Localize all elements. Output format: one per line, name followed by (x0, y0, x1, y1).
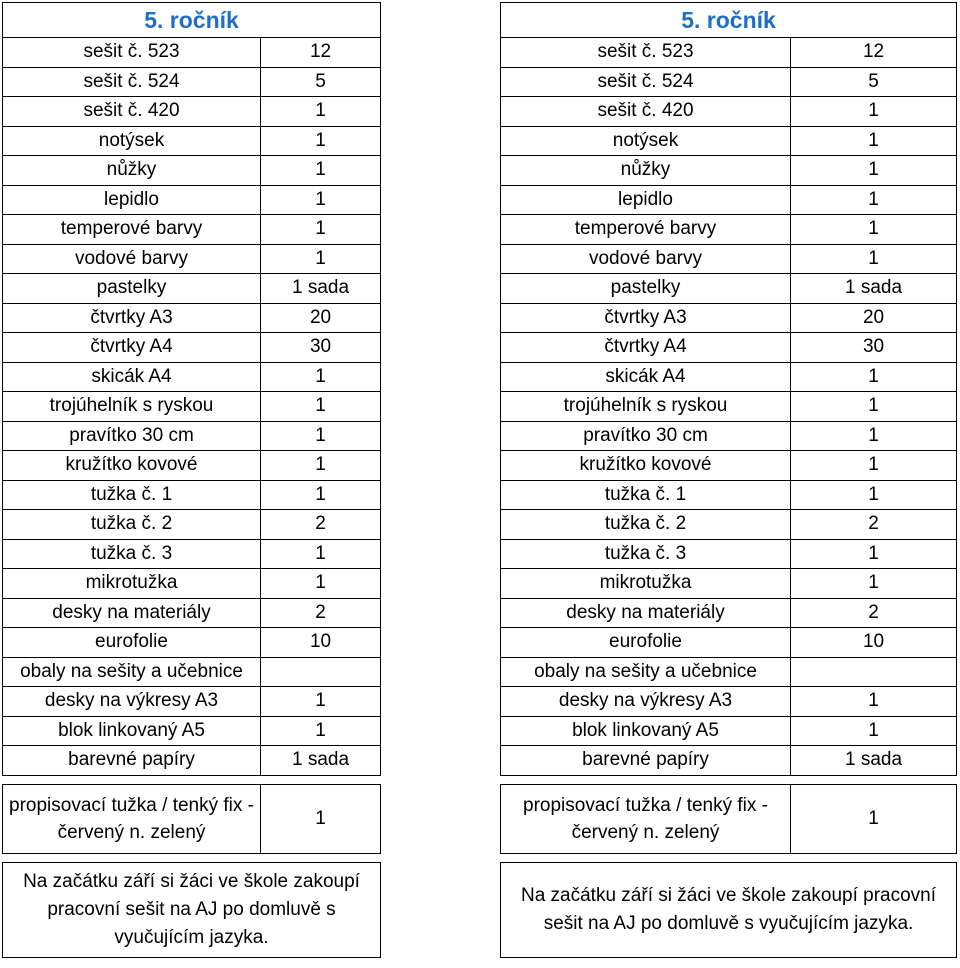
table-row (3, 687, 381, 717)
spacer-cell (3, 775, 381, 784)
item-name: pravítko 30 cm (3, 421, 261, 451)
item-name: desky na výkresy A3 (3, 687, 261, 717)
item-quantity: 1 (261, 97, 381, 127)
item-name: desky na materiály (501, 598, 791, 628)
table-row (501, 362, 957, 392)
item-name: barevné papíry (3, 746, 261, 776)
item-name: tužka č. 3 (3, 539, 261, 569)
item-name: čtvrtky A3 (501, 303, 791, 333)
item-quantity: 10 (261, 628, 381, 658)
table-row (501, 215, 957, 245)
supply-list-right (500, 2, 957, 958)
table-row (501, 156, 957, 186)
table-row (3, 569, 381, 599)
item-quantity: 1 (791, 215, 957, 245)
item-quantity: 1 (261, 687, 381, 717)
item-quantity: 1 (791, 244, 957, 274)
table-row (3, 784, 381, 853)
item-quantity: 1 (261, 215, 381, 245)
item-quantity: 1 (791, 126, 957, 156)
item-quantity: 5 (261, 67, 381, 97)
table-row (501, 784, 957, 853)
item-name: tužka č. 2 (3, 510, 261, 540)
item-quantity: 1 (791, 421, 957, 451)
item-name: barevné papíry (501, 746, 791, 776)
item-quantity: 10 (791, 628, 957, 658)
table-row (3, 67, 381, 97)
table-row (3, 421, 381, 451)
table-row (501, 451, 957, 481)
item-quantity: 12 (791, 38, 957, 68)
item-quantity: 30 (791, 333, 957, 363)
item-quantity (791, 657, 957, 687)
item-quantity: 1 (261, 716, 381, 746)
table-row (3, 244, 381, 274)
item-name: desky na materiály (3, 598, 261, 628)
item-name: blok linkovaný A5 (501, 716, 791, 746)
item-quantity: 1 sada (261, 274, 381, 304)
item-name: sešit č. 523 (3, 38, 261, 68)
item-name: tužka č. 1 (501, 480, 791, 510)
table-row (3, 156, 381, 186)
item-quantity: 1 (791, 362, 957, 392)
table-row (501, 303, 957, 333)
item-name: tužka č. 3 (501, 539, 791, 569)
item-name: vodové barvy (501, 244, 791, 274)
spacer-cell (501, 775, 957, 784)
item-name: notýsek (3, 126, 261, 156)
item-quantity: 1 (261, 126, 381, 156)
item-quantity: 1 (791, 539, 957, 569)
table-row (3, 274, 381, 304)
table-row (501, 97, 957, 127)
item-name: tužka č. 1 (3, 480, 261, 510)
item-quantity: 1 (791, 156, 957, 186)
item-quantity: 1 (261, 362, 381, 392)
item-quantity: 1 (791, 97, 957, 127)
item-name: tužka č. 2 (501, 510, 791, 540)
item-name: trojúhelník s ryskou (501, 392, 791, 422)
table-row (3, 480, 381, 510)
item-name: mikrotužka (3, 569, 261, 599)
item-name: sešit č. 523 (501, 38, 791, 68)
table-row (501, 687, 957, 717)
table-row (3, 392, 381, 422)
left-table-body (3, 3, 381, 958)
table-row (3, 539, 381, 569)
table-row (501, 392, 957, 422)
table-row (501, 510, 957, 540)
item-quantity: 1 (261, 244, 381, 274)
item-quantity: 20 (261, 303, 381, 333)
item-quantity: 1 (791, 185, 957, 215)
table-row (501, 539, 957, 569)
item-quantity: 1 (261, 392, 381, 422)
table-row (3, 362, 381, 392)
item-quantity: 12 (261, 38, 381, 68)
item-name: nůžky (3, 156, 261, 186)
item-quantity: 1 (261, 480, 381, 510)
item-quantity: 1 (791, 784, 957, 853)
item-quantity: 2 (791, 510, 957, 540)
item-name: kružítko kovové (3, 451, 261, 481)
item-name: obaly na sešity a učebnice (501, 657, 791, 687)
table-row (501, 244, 957, 274)
item-quantity: 1 (791, 480, 957, 510)
table-row (3, 510, 381, 540)
item-name: pastelky (3, 274, 261, 304)
item-name: sešit č. 420 (3, 97, 261, 127)
item-name: eurofolie (501, 628, 791, 658)
item-quantity: 1 (791, 716, 957, 746)
note-row (3, 862, 381, 957)
item-name: notýsek (501, 126, 791, 156)
table-row (3, 38, 381, 68)
item-name: mikrotužka (501, 569, 791, 599)
table-row (501, 126, 957, 156)
item-name: propisovací tužka / tenký fix - červený n. zelený (3, 784, 261, 853)
item-name: vodové barvy (3, 244, 261, 274)
spacer-cell (501, 853, 957, 862)
item-quantity: 1 (791, 451, 957, 481)
item-quantity: 1 (261, 451, 381, 481)
table-row (501, 716, 957, 746)
workbook-note: Na začátku září si žáci ve škole zakoupí pracovní sešit na AJ po domluvě s vyučujícím jazyka. (3, 862, 381, 957)
item-name: čtvrtky A4 (501, 333, 791, 363)
right-table-body (501, 3, 957, 958)
item-name: lepidlo (3, 185, 261, 215)
row-spacer (3, 775, 381, 784)
table-row (501, 480, 957, 510)
item-name: temperové barvy (3, 215, 261, 245)
item-quantity: 30 (261, 333, 381, 363)
item-quantity: 1 (791, 392, 957, 422)
table-row (3, 126, 381, 156)
table-row (3, 628, 381, 658)
item-name: temperové barvy (501, 215, 791, 245)
table-row (3, 185, 381, 215)
table-row (501, 657, 957, 687)
item-name: kružítko kovové (501, 451, 791, 481)
table-row (501, 628, 957, 658)
item-name: desky na výkresy A3 (501, 687, 791, 717)
table-row (501, 421, 957, 451)
table-row (3, 716, 381, 746)
note-row (501, 862, 957, 957)
spacer-cell (3, 853, 381, 862)
item-quantity: 2 (791, 598, 957, 628)
item-quantity (261, 657, 381, 687)
item-quantity: 1 (261, 539, 381, 569)
item-name: pravítko 30 cm (501, 421, 791, 451)
workbook-note: Na začátku září si žáci ve škole zakoupí pracovní sešit na AJ po domluvě s vyučujícím jazyka. (501, 862, 957, 957)
item-quantity: 1 (261, 185, 381, 215)
table-row (501, 274, 957, 304)
item-quantity: 2 (261, 598, 381, 628)
grade-title: 5. ročník (501, 3, 957, 38)
item-name: čtvrtky A4 (3, 333, 261, 363)
item-quantity: 1 sada (791, 274, 957, 304)
item-name: pastelky (501, 274, 791, 304)
item-quantity: 1 sada (791, 746, 957, 776)
item-name: sešit č. 420 (501, 97, 791, 127)
item-name: skicák A4 (501, 362, 791, 392)
table-row (3, 657, 381, 687)
table-row (3, 598, 381, 628)
item-name: eurofolie (3, 628, 261, 658)
grade-title: 5. ročník (3, 3, 381, 38)
item-name: skicák A4 (3, 362, 261, 392)
table-row (3, 303, 381, 333)
item-quantity: 2 (261, 510, 381, 540)
row-spacer (501, 775, 957, 784)
table-row (3, 451, 381, 481)
item-quantity: 1 (261, 569, 381, 599)
item-quantity: 1 (261, 784, 381, 853)
item-quantity: 1 (261, 421, 381, 451)
item-name: sešit č. 524 (501, 67, 791, 97)
table-row (3, 97, 381, 127)
table-row (501, 598, 957, 628)
item-name: trojúhelník s ryskou (3, 392, 261, 422)
item-name: sešit č. 524 (3, 67, 261, 97)
item-name: čtvrtky A3 (3, 303, 261, 333)
table-row (501, 333, 957, 363)
table-row (501, 38, 957, 68)
item-quantity: 5 (791, 67, 957, 97)
item-name: propisovací tužka / tenký fix - červený n. zelený (501, 784, 791, 853)
item-quantity: 20 (791, 303, 957, 333)
item-name: lepidlo (501, 185, 791, 215)
table-row (3, 215, 381, 245)
table-row (501, 67, 957, 97)
item-quantity: 1 (791, 687, 957, 717)
table-row (501, 746, 957, 776)
supply-list-left (2, 2, 381, 958)
row-spacer (501, 853, 957, 862)
table-row (3, 746, 381, 776)
item-quantity: 1 (791, 569, 957, 599)
item-name: obaly na sešity a učebnice (3, 657, 261, 687)
item-quantity: 1 (261, 156, 381, 186)
item-name: blok linkovaný A5 (3, 716, 261, 746)
item-quantity: 1 sada (261, 746, 381, 776)
table-row (3, 333, 381, 363)
table-row (501, 185, 957, 215)
table-row (501, 569, 957, 599)
row-spacer (3, 853, 381, 862)
item-name: nůžky (501, 156, 791, 186)
